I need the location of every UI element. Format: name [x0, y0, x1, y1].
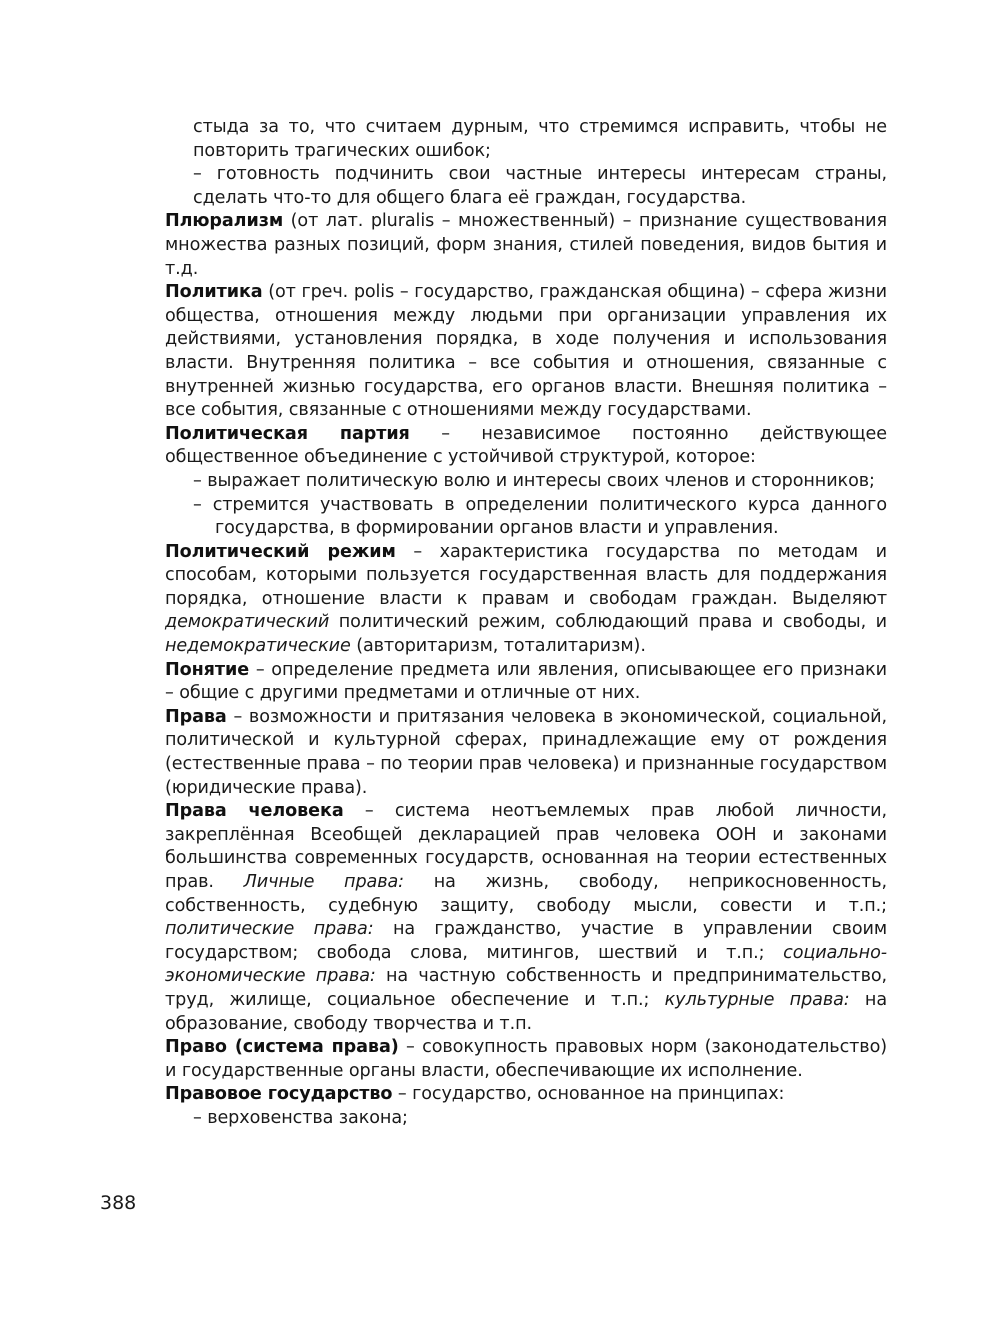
italic-term: культурные права:: [664, 989, 850, 1010]
term-heading: Политическая партия: [165, 423, 410, 444]
term-definition: – возможности и притязания человека в экономической, социальной, политической и культурной сферах, принадлежащие ему от рождения (естественные права – по теории прав человека) и признанные государством (юридические права).: [165, 706, 887, 798]
term-heading: Политический режим: [165, 541, 396, 562]
italic-term: политические права:: [165, 919, 374, 940]
glossary-entry-rights: [165, 706, 887, 800]
term-definition: на гражданство, участие в управлении своим государством; свобода слова, митингов, шествий и т.п.;: [165, 919, 887, 963]
list-item: – стремится участвовать в определении политического курса данного государства, в формировании органов власти и управления.: [193, 494, 887, 539]
term-definition: – система неотъемлемых прав любой личности, закреплённая Всеобщей декларацией прав человека ООН и законами большинства современных государств, основанная на теории естественных прав.: [165, 801, 887, 892]
glossary-entry-political-regime: [165, 541, 887, 659]
italic-term: недемократические: [165, 636, 351, 657]
term-definition: (авторитаризм, тоталитаризм).: [350, 636, 646, 657]
continuation-paragraph: – готовность подчинить свои частные интересы интересам страны, сделать что-то для общего блага её граждан, государства.: [193, 164, 887, 208]
glossary-entry-concept: [165, 659, 887, 706]
page-number: 388: [100, 1192, 137, 1214]
glossary-entry-law-system: [165, 1036, 887, 1083]
term-heading: Права человека: [165, 801, 344, 822]
glossary-entry-human-rights: [165, 800, 887, 1036]
list-item: – верховенства закона;: [193, 1107, 408, 1128]
term-heading: Понятие: [165, 659, 250, 680]
term-definition: (от греч. polis – государство, гражданская община) – сфера жизни общества, отношения между людьми при организации управления их действиями, установления порядка, в ходе получения и использования власти. Внутренняя политика – все события и отношения, связанные с внутренней жизнью государства, его органов власти. Внешняя политика – все события, связанные с отношениями между государствами.: [165, 282, 887, 421]
term-definition: – совокупность правовых норм (законодательство) и государственные органы власти, обеспечивающие их исполнение.: [165, 1037, 887, 1081]
term-definition: – определение предмета или явления, описывающее его признаки – общие с другими предметами и отличные от них.: [165, 659, 887, 704]
term-definition: политический режим, соблюдающий права и свободы, и: [329, 612, 887, 633]
term-heading: Права: [165, 706, 227, 727]
term-definition: на частную собственность и предпринимательство, труд, жилище, социальное обеспечение и т.п.;: [165, 966, 888, 1010]
glossary-entry-rule-of-law-state: [165, 1083, 887, 1107]
term-definition: – государство, основанное на принципах:: [392, 1084, 785, 1105]
glossary-entry-politics: [165, 281, 887, 423]
glossary-entry-political-party: [165, 423, 887, 470]
term-heading: Право (система права): [165, 1037, 399, 1058]
italic-term: демократический: [165, 612, 330, 633]
term-heading: Политика: [165, 282, 263, 303]
term-definition: (от лат. pluralis – множественный) – признание существования множества разных позиций, форм знания, стилей поведения, видов бытия и т.д.: [165, 211, 887, 279]
term-definition: – независимое постоянно действующее общественное объединение с устойчивой структурой, которое:: [165, 423, 887, 468]
continuation-paragraph: стыда за то, что считаем дурным, что стремимся исправить, чтобы не повторить трагических ошибок;: [193, 117, 887, 161]
list-item: – выражает политическую волю и интересы своих членов и сторонников;: [193, 470, 875, 491]
glossary-page: [165, 116, 887, 1131]
term-definition: на образование, свободу творчества и т.п.: [165, 989, 888, 1034]
term-definition: – характеристика государства по методам и способам, которыми пользуется государственная власть для поддержания порядка, отношение власти к правам и свободам граждан. Выделяют: [165, 541, 888, 609]
italic-term: Личные права:: [243, 872, 404, 892]
term-definition: на жизнь, свободу, неприкосновенность, собственность, судебную защиту, свободу мысли, совести и т.п.;: [165, 872, 887, 916]
term-heading: Правовое государство: [165, 1084, 393, 1105]
italic-term: социально-экономические права:: [165, 942, 887, 987]
glossary-entry-pluralism: [165, 210, 887, 281]
term-heading: Плюрализм: [165, 211, 284, 232]
